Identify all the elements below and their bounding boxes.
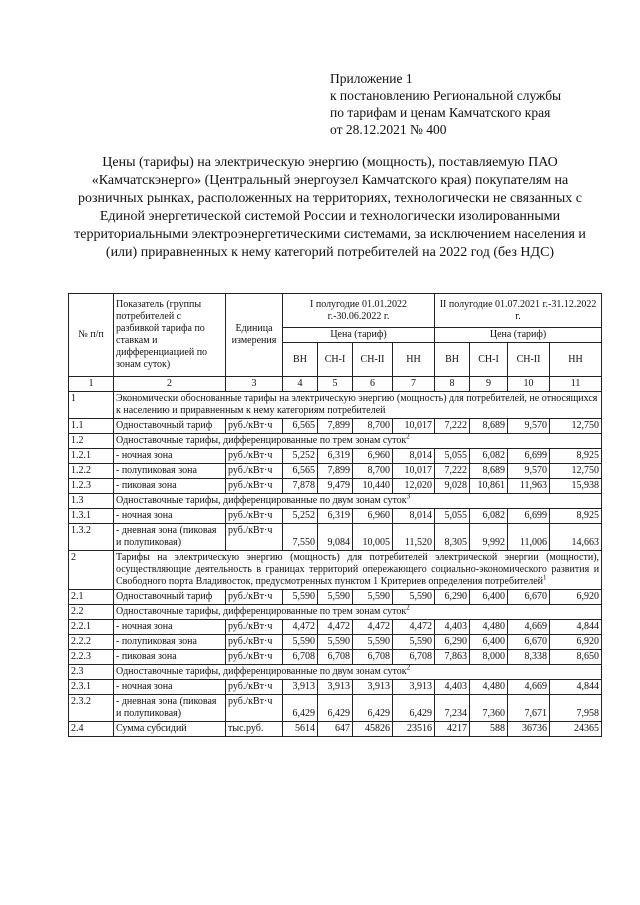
value-cell: 11,963 [508, 479, 550, 494]
value-cell: 6,400 [470, 635, 508, 650]
appendix-line: по тарифам и ценам Камчатского края [330, 105, 551, 120]
value-cell: 12,020 [393, 479, 435, 494]
indicator-name: - пиковая зона [114, 650, 226, 665]
value-cell: 10,861 [470, 479, 508, 494]
header-level: СН-II [508, 343, 550, 377]
header-indicator: Показатель (группы потребителей с разбивкой тарифа по ставкам и дифференциацией по зонам суток) [114, 294, 226, 377]
indicator-name: - ночная зона [114, 449, 226, 464]
unit-cell: руб./кВт·ч [226, 695, 283, 722]
section-title-cell [114, 665, 602, 680]
value-cell: 5,590 [393, 635, 435, 650]
row-number: 1.1 [69, 419, 114, 434]
value-cell: 4,472 [393, 620, 435, 635]
section-title-cell [114, 605, 602, 620]
value-cell: 5,055 [435, 509, 470, 524]
table-body [69, 392, 602, 737]
value-cell: 4,480 [470, 620, 508, 635]
header-price-2: Цена (тариф) [435, 328, 602, 343]
value-cell: 5614 [283, 722, 318, 737]
value-cell: 5,590 [353, 635, 393, 650]
table-section-row [69, 494, 602, 509]
value-cell: 5,055 [435, 449, 470, 464]
value-cell: 6,290 [435, 590, 470, 605]
document-title: Цены (тарифы) на электрическую энергию (мощность), поставляемую ПАО «Камчатскэнерго» (Центральный энергоузел Камчатского края) покупателям на розничных рынках, расположенных на территориях, технологически не связанных с Единой энергетической системой России и технологически изолированными территориальными электроэнергетическими системами, за исключением населения и (или) приравненных к нему категорий потребителей на 2022 год (без НДС) [74, 155, 586, 260]
section-title-cell [114, 494, 602, 509]
value-cell: 8,689 [470, 464, 508, 479]
value-cell: 15,938 [550, 479, 602, 494]
value-cell: 4217 [435, 722, 470, 737]
value-cell: 7,671 [508, 695, 550, 722]
section-title: Одноставочные тарифы, дифференцированные по двум зонам суток [116, 666, 407, 677]
value-cell: 9,479 [318, 479, 353, 494]
table-row [69, 509, 602, 524]
row-number: 2.2.3 [69, 650, 114, 665]
value-cell: 23516 [393, 722, 435, 737]
value-cell: 6,670 [508, 635, 550, 650]
row-number: 2.4 [69, 722, 114, 737]
value-cell: 14,663 [550, 524, 602, 551]
value-cell: 4,472 [353, 620, 393, 635]
value-cell: 6,565 [283, 464, 318, 479]
value-cell: 6,290 [435, 635, 470, 650]
value-cell: 9,028 [435, 479, 470, 494]
table-row [69, 590, 602, 605]
value-cell: 3,913 [283, 680, 318, 695]
footnote-marker: 2 [406, 603, 410, 612]
value-cell: 7,550 [283, 524, 318, 551]
value-cell: 8,700 [353, 419, 393, 434]
value-cell: 6,082 [470, 449, 508, 464]
indicator-name: - дневная зона (пиковая и полупиковая) [114, 695, 226, 722]
value-cell: 7,222 [435, 464, 470, 479]
value-cell: 5,590 [318, 635, 353, 650]
row-number: 1.3.2 [69, 524, 114, 551]
value-cell: 6,670 [508, 590, 550, 605]
indicator-name: - полупиковая зона [114, 635, 226, 650]
value-cell: 6,920 [550, 590, 602, 605]
value-cell: 588 [470, 722, 508, 737]
unit-cell: руб./кВт·ч [226, 509, 283, 524]
value-cell: 6,920 [550, 635, 602, 650]
value-cell: 24365 [550, 722, 602, 737]
table-row [69, 524, 602, 551]
column-number: 1 [69, 377, 114, 392]
value-cell: 6,565 [283, 419, 318, 434]
section-title: Одноставочные тарифы, дифференцированные по трем зонам суток [116, 435, 407, 446]
row-number: 2.2 [69, 605, 114, 620]
indicator-name: - дневная зона (пиковая и полупиковая) [114, 524, 226, 551]
value-cell: 4,669 [508, 680, 550, 695]
row-number: 2.3.1 [69, 680, 114, 695]
table-row [69, 620, 602, 635]
value-cell: 6,319 [318, 449, 353, 464]
header-level: СН-I [470, 343, 508, 377]
header-level: СН-II [353, 343, 393, 377]
unit-cell: руб./кВт·ч [226, 479, 283, 494]
value-cell: 3,913 [393, 680, 435, 695]
value-cell: 8,689 [470, 419, 508, 434]
value-cell: 9,570 [508, 419, 550, 434]
indicator-name: - ночная зона [114, 509, 226, 524]
value-cell: 4,403 [435, 620, 470, 635]
unit-cell: руб./кВт·ч [226, 449, 283, 464]
value-cell: 11,520 [393, 524, 435, 551]
value-cell: 4,403 [435, 680, 470, 695]
value-cell: 8,014 [393, 449, 435, 464]
value-cell: 6,708 [283, 650, 318, 665]
value-cell: 4,669 [508, 620, 550, 635]
value-cell: 3,913 [318, 680, 353, 695]
row-number: 2 [69, 551, 114, 590]
value-cell: 8,650 [550, 650, 602, 665]
indicator-name: - полупиковая зона [114, 464, 226, 479]
section-title: Экономически обоснованные тарифы на электрическую энергию (мощность) для потребителей, не относящихся к населению и приравненным к нему категориям потребителей [116, 393, 598, 416]
table-row [69, 479, 602, 494]
footnote-marker: 3 [406, 492, 411, 501]
value-cell: 6,319 [318, 509, 353, 524]
row-number: 1.3 [69, 494, 114, 509]
indicator-name: Одноставочный тариф [114, 419, 226, 434]
value-cell: 7,899 [318, 419, 353, 434]
value-cell: 6,699 [508, 509, 550, 524]
value-cell: 45826 [353, 722, 393, 737]
column-number: 10 [508, 377, 550, 392]
row-number: 1.3.1 [69, 509, 114, 524]
header-level: ВН [435, 343, 470, 377]
value-cell: 7,360 [470, 695, 508, 722]
header-level: СН-I [318, 343, 353, 377]
header-unit: Единица измерения [226, 294, 283, 377]
value-cell: 4,844 [550, 620, 602, 635]
value-cell: 8,925 [550, 449, 602, 464]
value-cell: 9,992 [470, 524, 508, 551]
value-cell: 5,590 [353, 590, 393, 605]
value-cell: 3,913 [353, 680, 393, 695]
value-cell: 10,017 [393, 419, 435, 434]
value-cell: 5,590 [283, 590, 318, 605]
column-number: 5 [318, 377, 353, 392]
table-section-row [69, 665, 602, 680]
value-cell: 8,925 [550, 509, 602, 524]
column-number: 8 [435, 377, 470, 392]
row-number: 2.1 [69, 590, 114, 605]
row-number: 2.3 [69, 665, 114, 680]
value-cell: 6,429 [318, 695, 353, 722]
value-cell: 6,708 [318, 650, 353, 665]
value-cell: 4,472 [318, 620, 353, 635]
table-section-row [69, 551, 602, 590]
value-cell: 5,590 [318, 590, 353, 605]
value-cell: 36736 [508, 722, 550, 737]
value-cell: 10,440 [353, 479, 393, 494]
table-row [69, 722, 602, 737]
header-level: ВН [283, 343, 318, 377]
header-level: НН [393, 343, 435, 377]
value-cell: 8,305 [435, 524, 470, 551]
unit-cell: руб./кВт·ч [226, 524, 283, 551]
appendix-line: Приложение 1 [330, 71, 413, 86]
appendix-line: от 28.12.2021 № 400 [330, 122, 447, 137]
indicator-name: - ночная зона [114, 620, 226, 635]
column-number: 7 [393, 377, 435, 392]
column-number: 6 [353, 377, 393, 392]
value-cell: 7,878 [283, 479, 318, 494]
table-row [69, 449, 602, 464]
table-section-row [69, 605, 602, 620]
unit-cell: руб./кВт·ч [226, 680, 283, 695]
unit-cell: руб./кВт·ч [226, 635, 283, 650]
value-cell: 5,590 [283, 635, 318, 650]
section-title: Одноставочные тарифы, дифференцированные по двум зонам суток [116, 495, 407, 506]
value-cell: 7,899 [318, 464, 353, 479]
indicator-name: Одноставочный тариф [114, 590, 226, 605]
value-cell: 647 [318, 722, 353, 737]
table-row [69, 419, 602, 434]
header-half-2: II полугодие 01.07.2021 г.-31.12.2022 г. [435, 294, 602, 328]
value-cell: 12,750 [550, 419, 602, 434]
value-cell: 6,960 [353, 449, 393, 464]
indicator-name: Сумма субсидий [114, 722, 226, 737]
value-cell: 6,429 [353, 695, 393, 722]
column-number: 3 [226, 377, 283, 392]
row-number: 2.2.1 [69, 620, 114, 635]
header-half-1: I полугодие 01.01.2022 г.-30.06.2022 г. [283, 294, 435, 328]
table-row [69, 695, 602, 722]
footnote-marker: 1 [543, 573, 547, 582]
row-number: 1.2 [69, 434, 114, 449]
value-cell: 8,338 [508, 650, 550, 665]
value-cell: 5,590 [393, 590, 435, 605]
value-cell: 7,863 [435, 650, 470, 665]
table-row [69, 635, 602, 650]
value-cell: 11,006 [508, 524, 550, 551]
column-number: 2 [114, 377, 226, 392]
value-cell: 6,708 [353, 650, 393, 665]
section-title-cell [114, 551, 602, 590]
header-num: № п/п [69, 294, 114, 377]
value-cell: 4,472 [283, 620, 318, 635]
footnote-marker: 2 [406, 663, 411, 672]
section-title-cell [114, 434, 602, 449]
value-cell: 12,750 [550, 464, 602, 479]
value-cell: 6,699 [508, 449, 550, 464]
footnote-marker: 2 [406, 432, 410, 441]
unit-cell: руб./кВт·ч [226, 419, 283, 434]
value-cell: 4,844 [550, 680, 602, 695]
value-cell: 6,400 [470, 590, 508, 605]
row-number: 2.2.2 [69, 635, 114, 650]
value-cell: 9,570 [508, 464, 550, 479]
unit-cell: руб./кВт·ч [226, 620, 283, 635]
table-section-row [69, 434, 602, 449]
value-cell: 7,234 [435, 695, 470, 722]
value-cell: 6,429 [283, 695, 318, 722]
value-cell: 6,708 [393, 650, 435, 665]
value-cell: 6,960 [353, 509, 393, 524]
table-row [69, 650, 602, 665]
column-number: 11 [550, 377, 602, 392]
column-number: 9 [470, 377, 508, 392]
value-cell: 9,084 [318, 524, 353, 551]
unit-cell: руб./кВт·ч [226, 464, 283, 479]
section-title: Одноставочные тарифы, дифференцированные по трем зонам суток [116, 606, 407, 617]
value-cell: 4,480 [470, 680, 508, 695]
table-row [69, 680, 602, 695]
unit-cell: тыс.руб. [226, 722, 283, 737]
value-cell: 8,000 [470, 650, 508, 665]
appendix-line: к постановлению Региональной службы [330, 88, 562, 103]
column-number: 4 [283, 377, 318, 392]
indicator-name: - ночная зона [114, 680, 226, 695]
unit-cell: руб./кВт·ч [226, 650, 283, 665]
section-title: Тарифы на электрическую энергию (мощность) для потребителей электрической энергии (мощности), осуществляющие деятельность в границах территорий опережающего социально-экономического развития и Свободного порта Владивосток, предусмотренных пунктом 1 Критериев определения потребителей [116, 552, 600, 587]
value-cell: 10,017 [393, 464, 435, 479]
row-number: 1 [69, 392, 114, 419]
value-cell: 7,958 [550, 695, 602, 722]
section-title-cell [114, 392, 602, 419]
unit-cell: руб./кВт·ч [226, 590, 283, 605]
row-number: 1.2.2 [69, 464, 114, 479]
value-cell: 6,429 [393, 695, 435, 722]
table-header [69, 294, 602, 392]
row-number: 1.2.3 [69, 479, 114, 494]
value-cell: 8,700 [353, 464, 393, 479]
value-cell: 5,252 [283, 509, 318, 524]
value-cell: 6,082 [470, 509, 508, 524]
indicator-name: - пиковая зона [114, 479, 226, 494]
header-level: НН [550, 343, 602, 377]
row-number: 2.3.2 [69, 695, 114, 722]
tariff-table [68, 293, 602, 737]
value-cell: 8,014 [393, 509, 435, 524]
table-row [69, 464, 602, 479]
header-price-1: Цена (тариф) [283, 328, 435, 343]
row-number: 1.2.1 [69, 449, 114, 464]
value-cell: 10,005 [353, 524, 393, 551]
value-cell: 7,222 [435, 419, 470, 434]
table-section-row [69, 392, 602, 419]
value-cell: 5,252 [283, 449, 318, 464]
appendix-block [330, 70, 561, 138]
